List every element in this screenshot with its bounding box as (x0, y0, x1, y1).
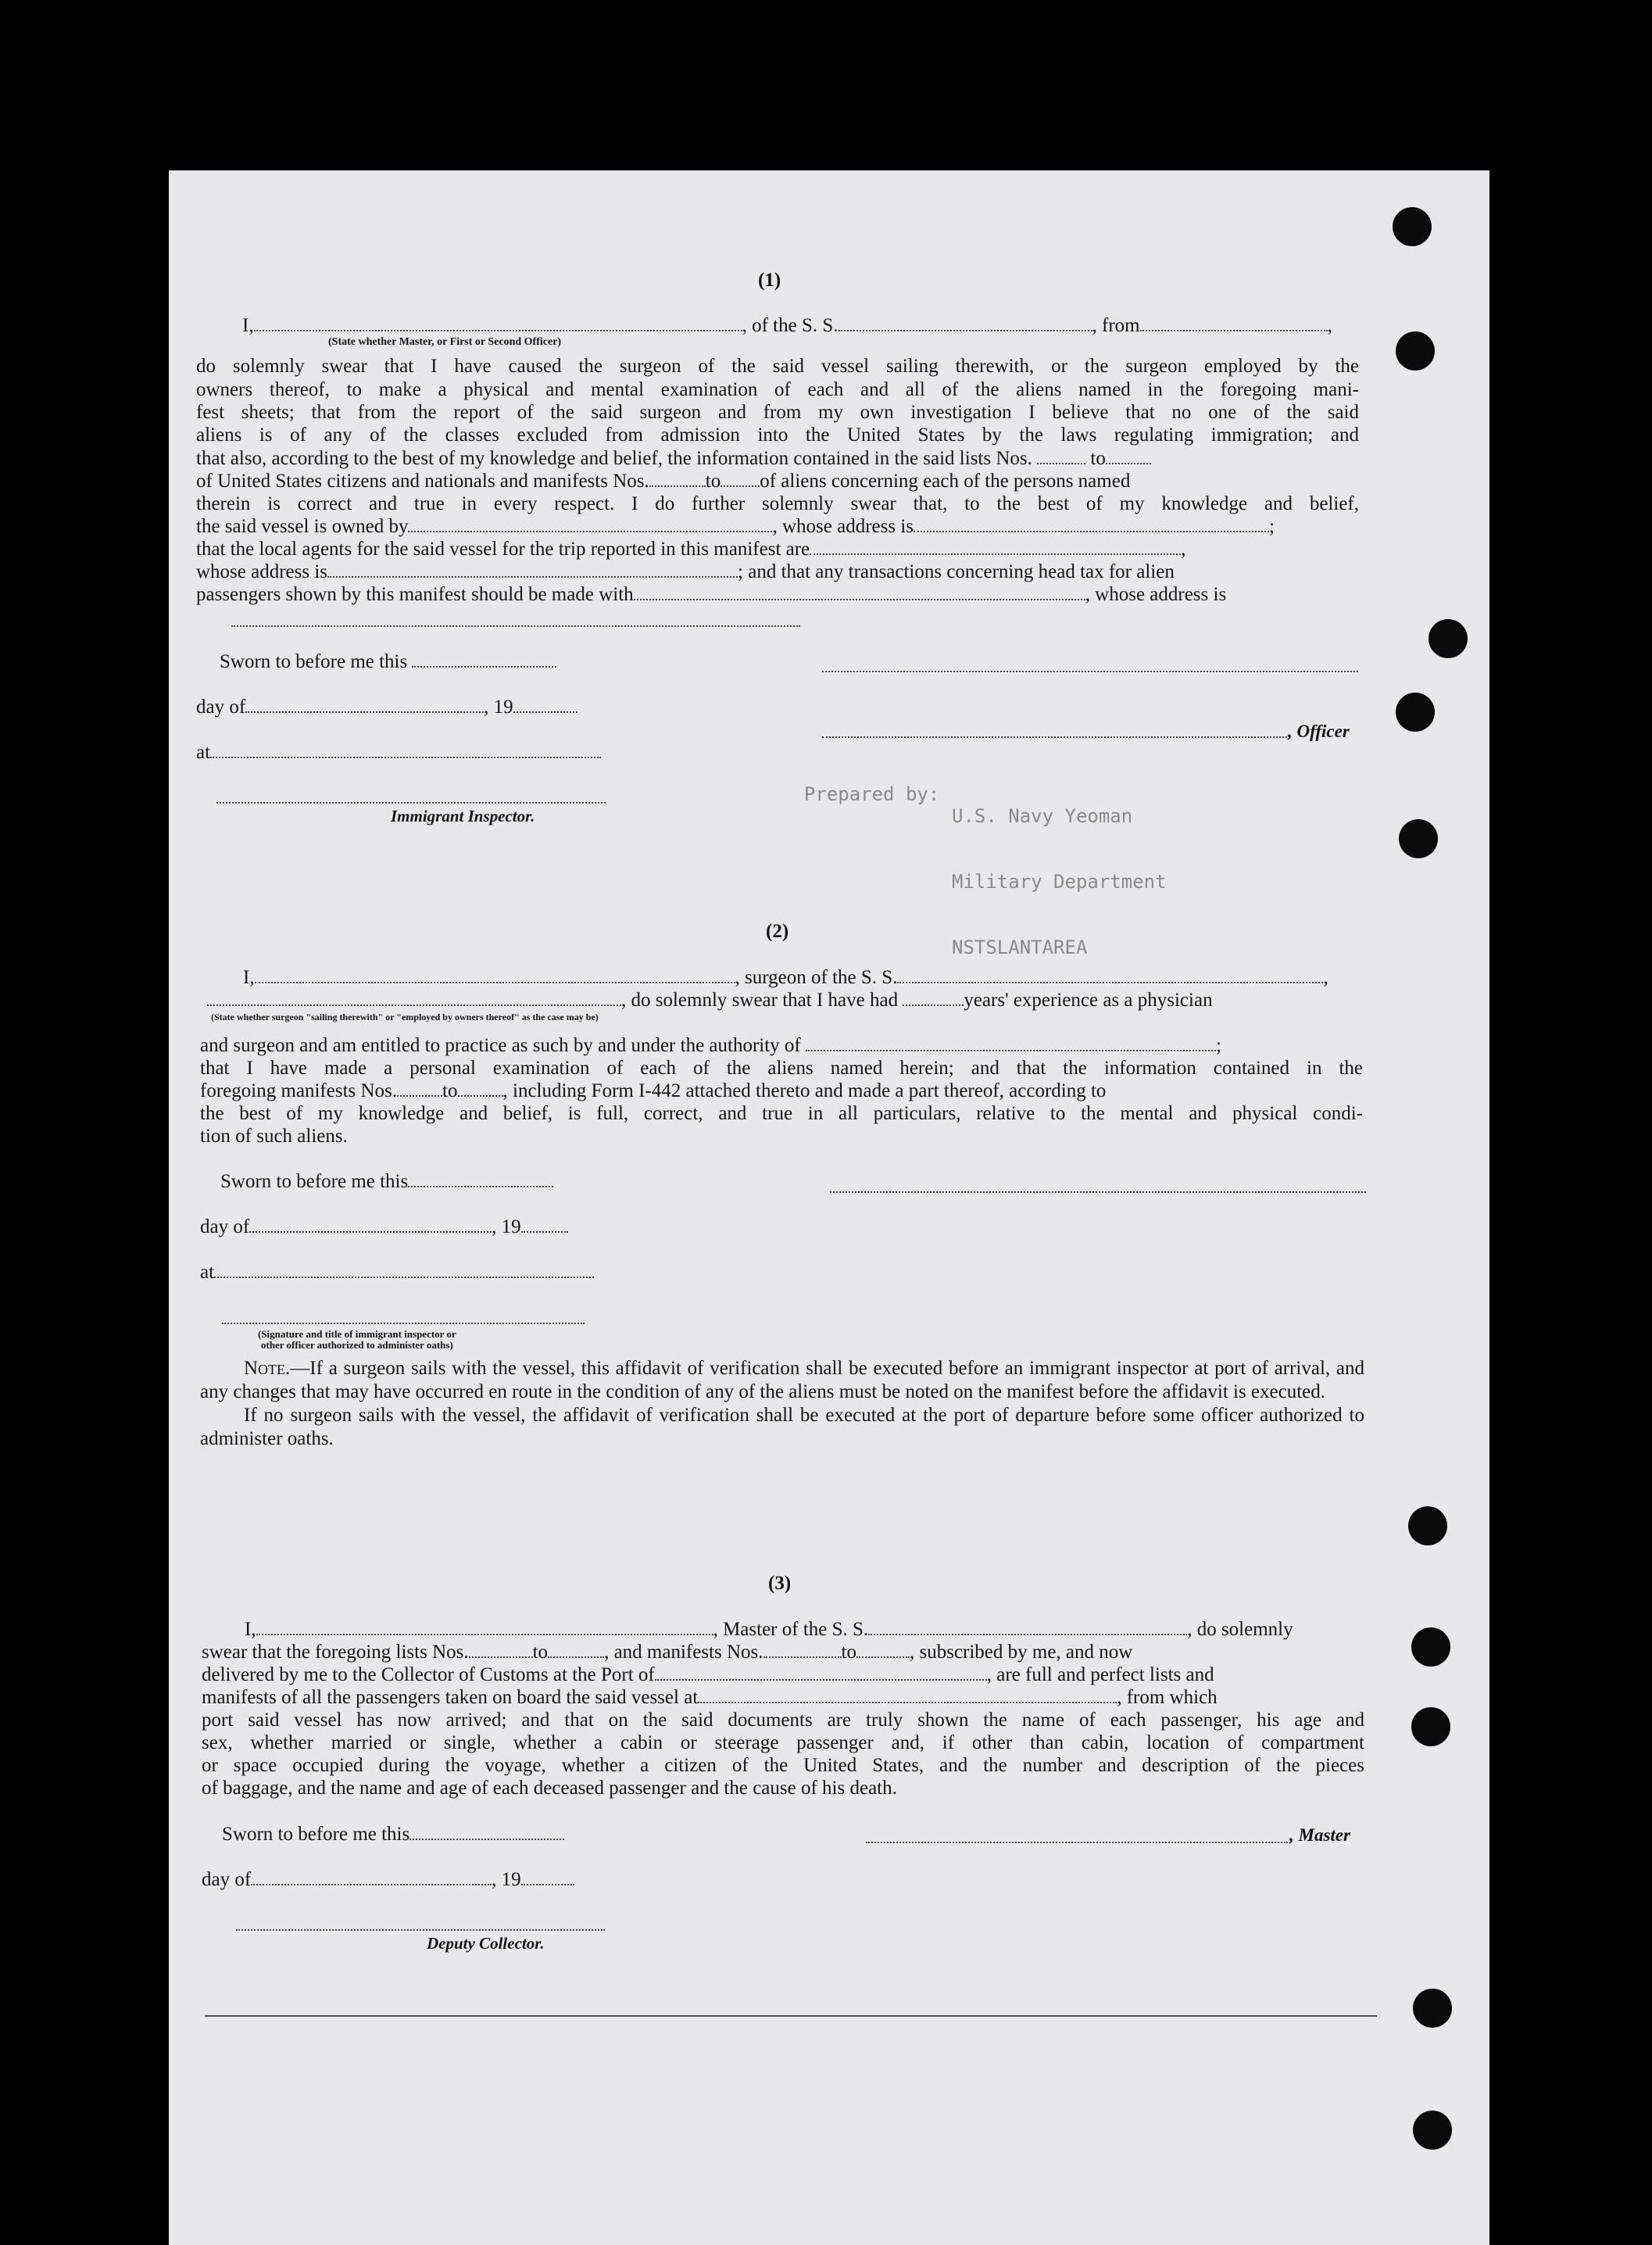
section-3-body-line: sex, whether married or single, whether a cabin or steerage passenger and, if other than cabin, location of compartment (202, 1732, 1364, 1753)
section-1-body-line: do solemnly swear that I have caused the surgeon of the said vessel sailing therewith, or the surgeon employed by the (196, 356, 1359, 377)
best-of-knowledge-line: the best of my knowledge and belief, is full, correct, and true in all particulars, relative to the mental and physical condi- (200, 1103, 1363, 1124)
section-2-sworn-day-field[interactable] (408, 1170, 553, 1187)
punch-hole (1408, 1506, 1447, 1545)
punch-hole (1411, 1627, 1450, 1667)
section-2-place-field[interactable] (214, 1261, 594, 1278)
section-2-number: (2) (766, 921, 789, 942)
section-3-manifests-to-field[interactable] (856, 1641, 910, 1658)
surgeon-signature-line[interactable] (830, 1190, 1366, 1193)
punch-hole (1399, 819, 1438, 858)
departure-port-field[interactable] (1140, 314, 1328, 331)
therein-line: therein is correct and true in every respect. I do further solemnly swear that, to the best of my knowledge and belief, (196, 493, 1359, 514)
section-1-oath-line: I, , of the S. S. , from , (242, 315, 1332, 336)
section-2-year-field[interactable] (521, 1216, 568, 1233)
note-text: —If a surgeon sails with the vessel, this affidavit of verification shall be executed before an immigrant inspector at port of arrival, and any changes that may have occurred en route in the condition of any of the aliens must be noted on the manifest before the affidavit is executed. (200, 1358, 1364, 1402)
punch-hole (1396, 331, 1435, 371)
section-3-body-line: or space occupied during the voyage, whether a citizen of the United States, and the number and description of the pieces (202, 1755, 1364, 1776)
officer-rank-caption: (State whether Master, or First or Second Officer) (328, 336, 562, 348)
agents-address-field[interactable] (327, 560, 738, 578)
prepared-by-stamp (781, 761, 939, 805)
sworn-line: Sworn to before me this (220, 650, 556, 674)
section-3-manifests-from-field[interactable] (763, 1641, 842, 1658)
section-2-sig-caption: (Signature and title of immigrant inspector or other officer authorized to administer oaths) (258, 1328, 456, 1351)
exam-line: that I have made a personal examination of each of the aliens named herein; and that the information contained in the (200, 1058, 1363, 1079)
practice-line: and surgeon and am entitled to practice as such by and under the authority of ; (200, 1035, 1221, 1056)
at-line: at (196, 741, 601, 764)
sworn-year-field[interactable] (513, 696, 577, 713)
master-label: , Master (1289, 1825, 1350, 1845)
day-of-line: day of , 19 (196, 696, 577, 719)
taken-on-board-line: manifests of all the passengers taken on board the said vessel at , from which (202, 1687, 1218, 1708)
surgeon-vessel-field[interactable] (897, 966, 1323, 983)
owned-by-line: the said vessel is owned by , whose address is ; (196, 516, 1275, 537)
local-agents-field[interactable] (810, 538, 1181, 555)
foregoing-line: foregoing manifests Nos. to , including Form I-442 attached thereto and made a part thereof, according to (200, 1080, 1107, 1101)
section-1-body-line: aliens is of any of the classes excluded from admission into the United States by the laws regulating immigration; and (196, 424, 1359, 446)
punch-hole (1413, 1989, 1452, 2028)
surgeon-line: I, , surgeon of the S. S. , (243, 967, 1328, 988)
section-3-day-of-line: day of , 19 (202, 1868, 574, 1892)
master-signature-line[interactable] (866, 1840, 1288, 1843)
lists-manifests-line: swear that the foregoing lists Nos. to , and manifests Nos. to , subscribed by me, and now (202, 1642, 1133, 1663)
sworn-day-field[interactable] (412, 650, 556, 668)
section-3-body-line: port said vessel has now arrived; and that on the said documents are truly shown the name of each passenger, his age and (202, 1710, 1364, 1731)
note-text-2: If no surgeon sails with the vessel, the affidavit of verification shall be executed at the port of departure before some officer authorized to administer oaths. (200, 1405, 1364, 1449)
inspector-label: Immigrant Inspector. (391, 807, 535, 825)
embarkation-port-field[interactable] (698, 1686, 1117, 1703)
punch-hole (1393, 207, 1432, 246)
officer-label: , Officer (1288, 721, 1350, 741)
surgeon-status-caption: (State whether surgeon "sailing therewith" or "employed by owners thereof" as the case may be) (211, 1012, 599, 1022)
lists-from-field[interactable] (1037, 447, 1085, 464)
head-tax-line: passengers shown by this manifest should be made with , whose address is (196, 584, 1227, 605)
inspector-signature-line[interactable] (216, 800, 606, 804)
section-3-last-line: of baggage, and the name and age of each deceased passenger and the cause of his death. (202, 1778, 897, 1799)
stamp-label: Prepared by: (803, 783, 940, 805)
punch-hole (1429, 619, 1468, 658)
owner-field[interactable] (408, 515, 772, 532)
master-line: I, , Master of the S. S. , do solemnly (245, 1619, 1293, 1640)
section-2-inspector-signature-line[interactable] (222, 1321, 585, 1324)
years-experience-field[interactable] (903, 989, 964, 1006)
section-2-month-field[interactable] (249, 1216, 492, 1233)
foregoing-to-field[interactable] (458, 1080, 503, 1097)
master-vessel-field[interactable] (868, 1618, 1187, 1635)
experience-line: , do solemnly swear that I have had years' experience as a physician (207, 989, 1213, 1012)
surgeon-status-field[interactable] (207, 989, 621, 1006)
master-name-field[interactable] (256, 1618, 713, 1635)
section-3-lists-to-field[interactable] (548, 1641, 604, 1658)
head-tax-address-field[interactable] (231, 624, 800, 627)
head-tax-party-field[interactable] (634, 583, 1085, 600)
punch-hole (1396, 693, 1435, 732)
section-3-number: (3) (768, 1573, 792, 1594)
sworn-month-field[interactable] (245, 696, 484, 713)
deputy-collector-signature-line[interactable] (236, 1928, 605, 1931)
note-label: Note. (244, 1358, 291, 1379)
vessel-name-field[interactable] (839, 314, 1092, 331)
agents-address-line: whose address is ; and that any transactions concerning head tax for alien (196, 561, 1175, 582)
manifests-to-field[interactable] (721, 470, 760, 487)
owner-address-field[interactable] (914, 515, 1269, 532)
manifests-nos-line: of United States citizens and nationals and manifests Nos. to of aliens concerning each of the persons named (196, 471, 1131, 492)
section-3-sworn-day-field[interactable] (409, 1823, 564, 1840)
prepared-by-stamp-text: U.S. Navy Yeoman Military Department NSTSLANTAREA (952, 805, 1167, 958)
punch-hole (1413, 2111, 1452, 2150)
section-2-sworn-line: Sworn to before me this (220, 1170, 553, 1194)
note-paragraph (200, 1357, 1364, 1451)
lists-to-field[interactable] (1106, 447, 1151, 464)
surgeon-name-field[interactable] (255, 966, 735, 983)
section-1-body-line: owners thereof, to make a physical and mental examination of each and all of the aliens named in the foregoing mani- (196, 379, 1359, 400)
section-3-lists-from-field[interactable] (469, 1641, 533, 1658)
section-2-day-of-line: day of , 19 (200, 1216, 568, 1239)
deputy-collector-label: Deputy Collector. (427, 1934, 545, 1953)
punch-hole (1411, 1707, 1450, 1746)
officer-rank-field[interactable] (254, 314, 742, 331)
officer-signature-line[interactable] (822, 669, 1358, 672)
manifests-from-field[interactable] (649, 470, 706, 487)
lists-nos-line: that also, according to the best of my knowledge and belief, the information contained in the said lists Nos. to (196, 447, 1151, 471)
section-1-number: (1) (758, 270, 781, 291)
condition-line: tion of such aliens. (200, 1126, 348, 1147)
delivered-line: delivered by me to the Collector of Customs at the Port of , are full and perfect lists and (202, 1664, 1214, 1685)
local-agents-line: that the local agents for the said vessel for the trip reported in this manifest are , (196, 539, 1186, 560)
foregoing-from-field[interactable] (397, 1080, 442, 1097)
officer-name-line[interactable] (822, 735, 1287, 738)
port-of-customs-field[interactable] (655, 1663, 987, 1681)
bottom-rule (205, 2014, 1377, 2017)
section-2-at-line: at (200, 1261, 594, 1284)
sworn-place-field[interactable] (210, 741, 601, 758)
section-3-month-field[interactable] (251, 1868, 492, 1885)
authority-field[interactable] (806, 1034, 1216, 1051)
section-1-body-line: fest sheets; that from the report of the said surgeon and from my own investigation I believe that no one of the said (196, 402, 1359, 423)
section-3-sworn-line: Sworn to before me this (222, 1823, 564, 1846)
section-3-year-field[interactable] (521, 1868, 574, 1885)
